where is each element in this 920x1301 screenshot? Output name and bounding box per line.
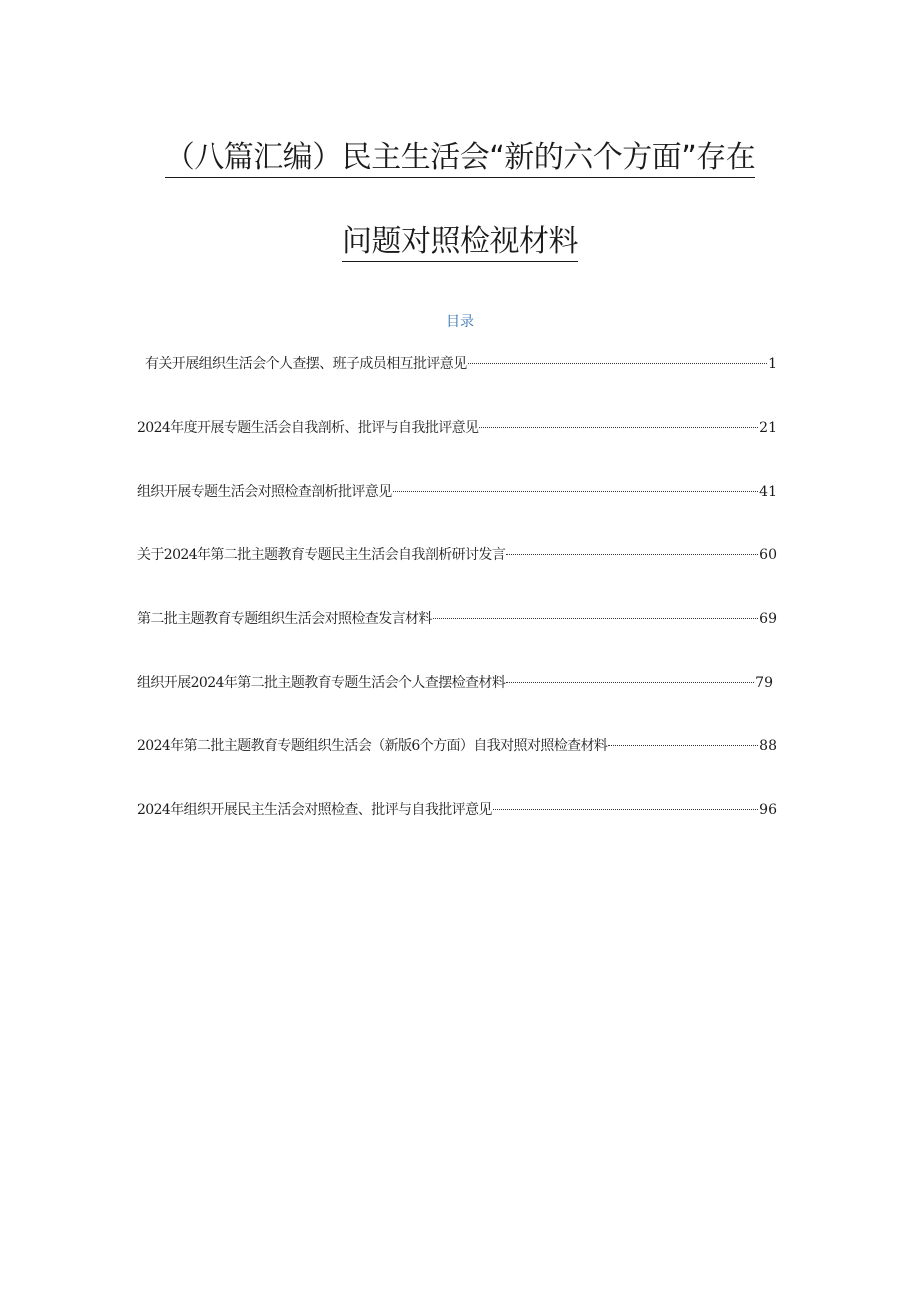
toc-entry[interactable] [137,673,773,693]
toc-entry-title: 2024年第二批主题教育专题组织生活会（新版6个方面）自我对照对照检查材料 [137,738,608,754]
toc-entry[interactable] [137,418,777,438]
toc-leader-dots [479,427,758,428]
toc-page-number: 96 [759,802,777,818]
toc-entry-title: 有关开展组织生活会个人查摆、班子成员相互批评意见 [145,356,467,372]
toc-page-number: 79 [755,675,773,691]
toc-leader-dots [433,618,758,619]
toc-entry[interactable] [137,609,777,629]
document-title-line-2 [0,222,920,262]
title-text-1: （八篇汇编）民主生活会“新的六个方面”存在 [165,140,756,178]
toc-entry[interactable] [137,736,777,756]
toc-page-number: 88 [759,738,777,754]
document-title-line-1 [0,138,920,178]
toc-page-number: 69 [759,611,777,627]
toc-heading: 目录 [446,314,474,330]
toc-entry-title: 关于2024年第二批主题教育专题民主生活会自我剖析研讨发言 [137,547,506,563]
toc-leader-dots [506,682,754,683]
toc-entry-title: 2024年组织开展民主生活会对照检查、批评与自我批评意见 [137,802,492,818]
toc-entry[interactable] [137,545,777,565]
toc-leader-dots [393,491,759,492]
toc-entry[interactable] [145,354,777,374]
toc-entry-title: 2024年度开展专题生活会自我剖析、批评与自我批评意见 [137,420,479,436]
toc-page-number: 21 [759,420,777,436]
toc-entry[interactable] [137,800,777,820]
toc-leader-dots [468,363,767,364]
toc-entry-title: 组织开展2024年第二批主题教育专题生活会个人查摆检查材料 [137,675,506,691]
toc-entry[interactable] [137,482,777,502]
toc-page-number: 60 [759,547,777,563]
toc-entry-title: 组织开展专题生活会对照检查剖析批评意见 [137,484,392,500]
toc-leader-dots [608,745,758,746]
toc-leader-dots [506,554,758,555]
toc-leader-dots [493,809,758,810]
title-text-2: 问题对照检视材料 [342,224,578,262]
toc-entry-title: 第二批主题教育专题组织生活会对照检查发言材料 [137,611,432,627]
toc-page-number: 1 [768,356,777,372]
toc-page-number: 41 [759,484,777,500]
